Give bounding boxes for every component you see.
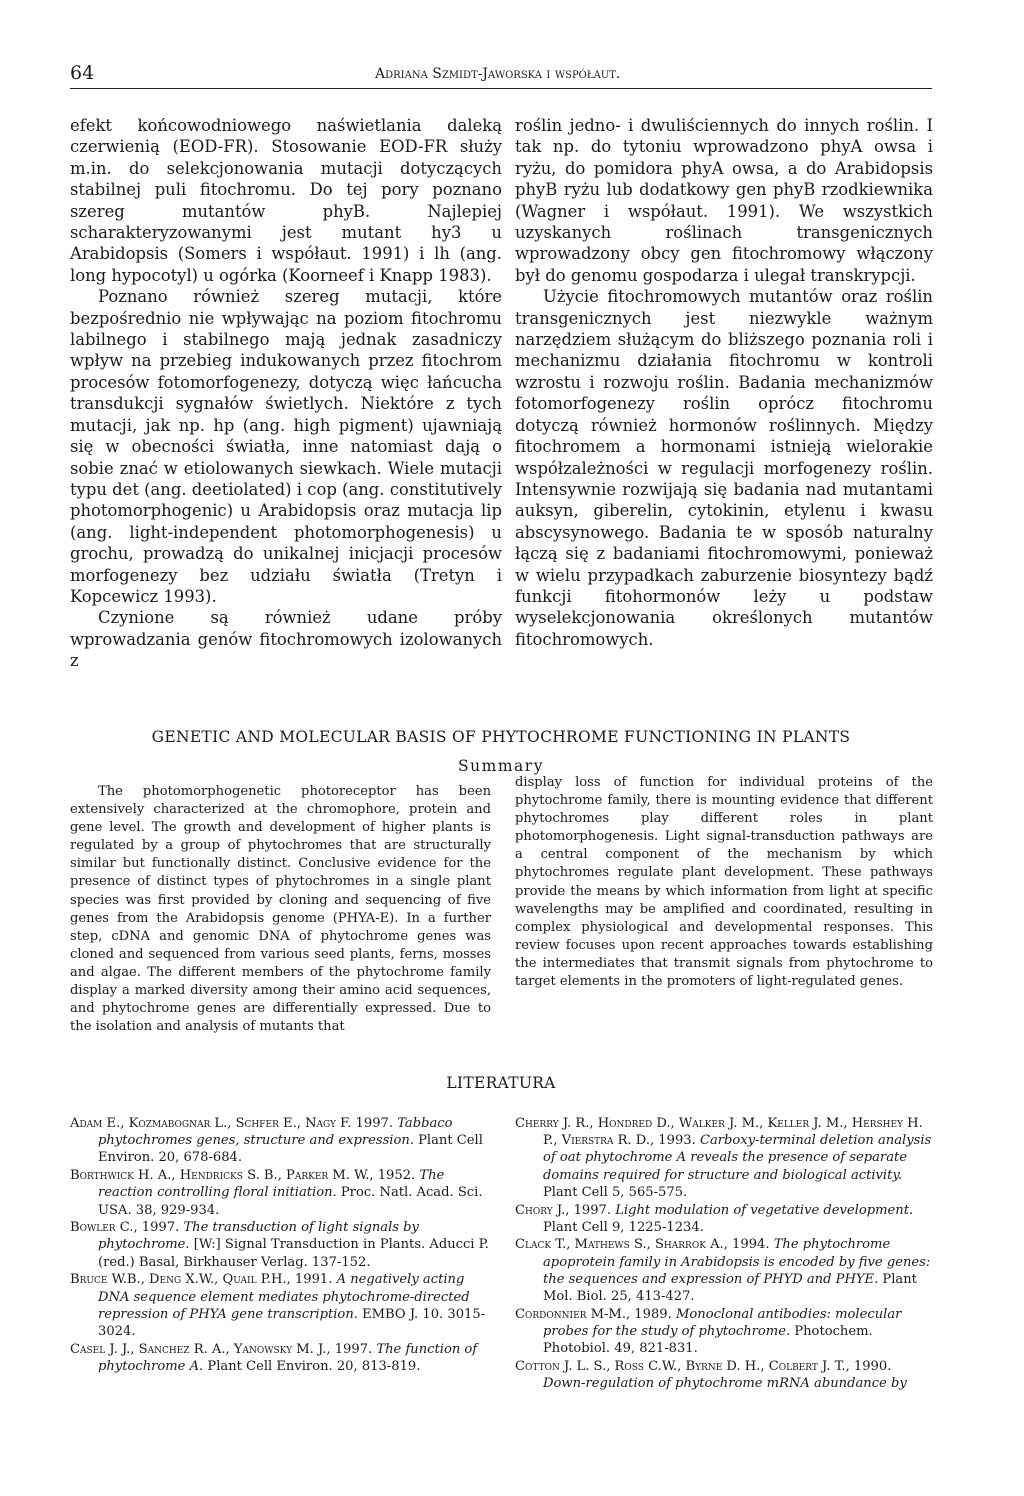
reference-entry (515, 1306, 933, 1358)
ref-authors: Chory J., 1997. (515, 1202, 612, 1218)
body-column-left (70, 115, 502, 672)
body-paragraph: roślin jedno- i dwuliściennych do innych roślin. I tak np. do tytoniu wprowadzono phyA owsa i ryżu, do pomidora phyA owsa, a do Arabidopsis phyB ryżu lub dodatkowy gen phyB rzodkiewnika (Wagner i współaut. 1991). We wszystkich uzyskanych roślinach transgenicznych wprowadzony obcy gen fitochromowy włączony był do genomu gospodarza i ulegał transkrypcji. (515, 116, 933, 285)
ref-title: Tabbaco phytochromes genes, structure and expression. (98, 1116, 453, 1149)
ref-title: Down-regulation of phytochrome mRNA abundance by (543, 1376, 907, 1392)
ref-title: Monoclonal antibodies: molecular probes for the study of phytochrome. (543, 1306, 902, 1339)
reference-entry (515, 1236, 933, 1305)
literature-heading: LITERATURA (446, 1074, 556, 1092)
ref-authors: Adam E., Kozmabognar L., Schfer E., Nagy F. 1997. (70, 1116, 394, 1131)
reference-entry (70, 1115, 494, 1167)
reference-entry (515, 1358, 933, 1392)
ref-title: Carboxy-terminal deletion analysis of oat phytochrome A reveals the presence of separate domains required for structure and biological activity. (543, 1133, 932, 1183)
ref-source: Plant Cell 9, 1225-1234. (543, 1219, 704, 1235)
ref-title: The function of phytochrome A. (98, 1341, 478, 1374)
reference-entry (515, 1202, 933, 1236)
ref-source: Proc. Natl. Acad. Sci. USA. 38, 929-934. (98, 1185, 483, 1218)
ref-authors: Borthwick H. A., Hendricks S. B., Parker M. W., 1952. (70, 1168, 416, 1184)
ref-authors: Cotton J. L. S., Ross C.W., Byrne D. H., Colbert J. T., 1990. (515, 1358, 892, 1374)
ref-source: Plant Mol. Biol. 25, 413-427. (543, 1271, 917, 1305)
ref-title: The reaction controlling floral initiation. (98, 1168, 445, 1201)
page-header (70, 62, 932, 89)
reference-entry (515, 1115, 933, 1201)
ref-source: EMBO J. 10. 3015-3024. (98, 1306, 486, 1339)
summary-column-right (515, 774, 933, 991)
references-column-left (70, 1115, 494, 1376)
ref-authors: Bowler C., 1997. (70, 1220, 180, 1236)
summary-column-left (70, 783, 491, 1036)
ref-authors: Cherry J. R., Hondred D., Walker J. M., Keller J. M., Hershey H. P., Vierstra R. D., 1993. (515, 1116, 923, 1149)
ref-authors: Cordonnier M-M., 1989. (515, 1306, 672, 1322)
body-paragraph: efekt końcowodniowego naświetlania daleką czerwienią (EOD-FR). Stosowanie EOD-FR służy m.in. do selekcjonowania mutacji dotyczących stabilnej puli fitochromu. Do tej pory poznano szereg mutantów phyB. Najlepiej scharakteryzowanymi jest mutant hy3 u Arabidopsis (Somers i współaut. 1991) i lh (ang. long hypocotyl) u ogórka (Koorneef i Knapp 1983). (70, 116, 502, 285)
ref-authors: Clack T., Mathews S., Sharrok A., 1994. (515, 1237, 770, 1253)
summary-label: Summary (458, 757, 544, 775)
page-number: 64 (70, 62, 95, 84)
ref-title: A negatively acting DNA sequence element mediates phytochrome-directed repression of PHYA gene transcription. (98, 1272, 470, 1322)
body-paragraph: Czynione są również udane próby wprowadzania genów fitochromowych izolowanych z (70, 608, 502, 671)
running-head: Adriana Szmidt-Jaworska i współaut. (375, 66, 621, 82)
reference-entry (70, 1167, 494, 1219)
body-column-right (515, 115, 933, 650)
summary-paragraph: display loss of function for individual proteins of the phytochrome family, there is mounting evidence that different phytochromes play different roles in plant photomorphogenesis. Light signal-transduction pathways are a central component of the mechanism by which phytochromes regulate plant development. These pathways provide the means by which information from light at specific wavelengths may be amplified and coordinated, resulting in complex physiological and developmental responses. This review focuses upon recent approaches towards establishing the intermediates that transmit signals from phytochrome to target elements in the promoters of light-regulated genes. (515, 775, 933, 990)
reference-entry (70, 1271, 494, 1340)
ref-title: The phytochrome apoprotein family in Arabidopsis is encoded by five genes: the sequences and expression of PHYD and PHYE. (543, 1237, 931, 1287)
ref-authors: Bruce W.B., Deng X.W., Quail P.H., 1991. (70, 1272, 333, 1288)
summary-heading: GENETIC AND MOLECULAR BASIS OF PHYTOCHROME FUNCTIONING IN PLANTS (151, 728, 851, 746)
ref-source: Plant Cell Environ. 20, 678-684. (98, 1133, 483, 1166)
ref-title: The transduction of light signals by phytochrome. (98, 1220, 419, 1253)
body-paragraph: Użycie fitochromowych mutantów oraz roślin transgenicznych jest niezwykle ważnym narzędziem służącym do bliższego poznania roli i mechanizmu działania fitochromu w kontroli wzrostu i rozwoju roślin. Badania mechanizmów fotomorfogenezy roślin oprócz fitochromu dotyczą również hormonów roślinnych. Między fitochromem a hormonami istnieją wielorakie współzależności w regulacji morfogenezy roślin. Intensywnie rozwijają się badania nad mutantami auksyn, giberelin, cytokinin, etylenu i kwasu abscysynowego. Badania te w sposób naturalny łączą się z badaniami fitochromowymi, ponieważ w wielu przypadkach zaburzenie biosyntezy bądź funkcji fitohormonów leży u podstaw wyselekcjonowania określonych mutantów fitochromowych. (515, 287, 933, 649)
reference-entry (70, 1219, 494, 1271)
ref-source: Plant Cell 5, 565-575. (543, 1184, 688, 1200)
summary-paragraph: The photomorphogenetic photoreceptor has been extensively characterized at the chromophore, protein and gene level. The growth and development of higher plants is regulated by a group of phytochromes that are structurally similar but functionally distinct. Conclusive evidence for the presence of distinct types of phytochromes in a single plant species was first provided by cloning and sequencing of five genes from the Arabidopsis genome (PHYA-E). In a further step, cDNA and genomic DNA of phytochrome genes was cloned and sequenced from various seed plants, ferns, mosses and algae. The different members of the phytochrome family display a marked diversity among their amino acid sequences, and phytochrome genes are differentially expressed. Due to the isolation and analysis of mutants that (70, 784, 491, 1035)
ref-source: [W:] Signal Transduction in Plants. Aducci P. (red.) Basal, Birkhauser Verlag. 137-152. (98, 1237, 489, 1270)
reference-entry (70, 1341, 494, 1375)
ref-source: Photochem. Photobiol. 49, 821-831. (543, 1323, 873, 1357)
ref-title: Light modulation of vegetative development. (615, 1202, 914, 1218)
ref-source: Plant Cell Environ. 20, 813-819. (207, 1358, 421, 1374)
ref-authors: Casel J. J., Sanchez R. A., Yanowsky M. J., 1997. (70, 1341, 373, 1357)
body-paragraph: Poznano również szereg mutacji, które bezpośrednio nie wpływając na poziom fitochromu labilnego i stabilnego mają jednak zasadniczy wpływ na przebieg indukowanych przez fitochrom procesów fotomorfogenezy, dotyczą więc łańcucha transdukcji sygnałów świetlych. Niektóre z tych mutacji, jak np. hp (ang. high pigment) ujawniają się w obecności światła, inne natomiast dają o sobie znać w etiolowanych siewkach. Wiele mutacji typu det (ang. deetiolated) i cop (ang. constitutively photomorphogenic) u Arabidopsis oraz mutacja lip (ang. light-independent photomorphogenesis) u grochu, prowadzą do unikalnej inicjacji procesów morfogenezy bez udziału światła (Tretyn i Kopcewicz 1993). (70, 287, 502, 606)
references-column-right (515, 1115, 933, 1393)
